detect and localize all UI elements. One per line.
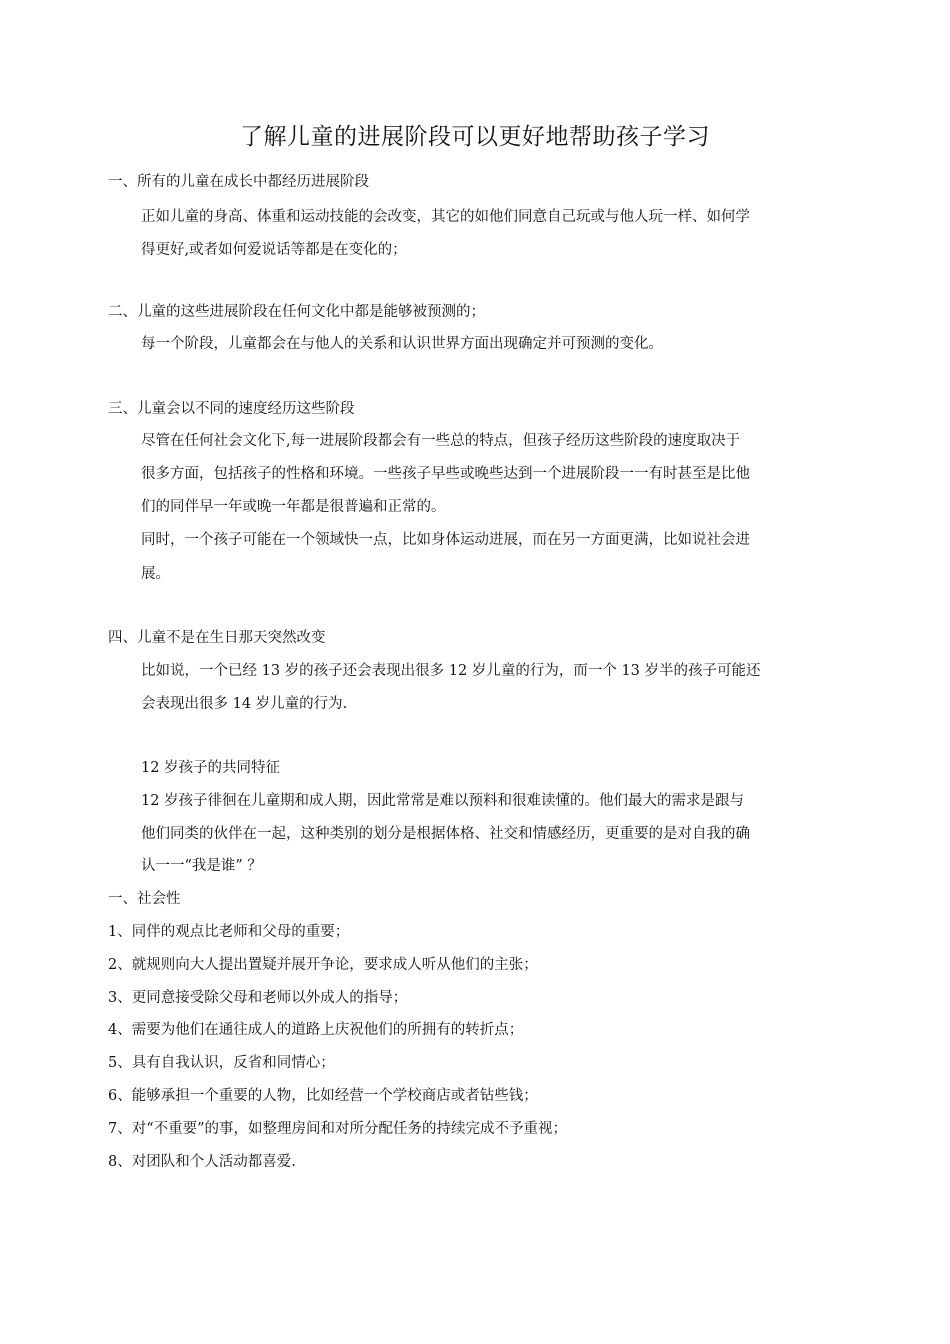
section-3-line-3: 们的同伴早一年或晚一年都是很普遍和正常的。 (141, 499, 446, 515)
section-heading-3: 三、儿童会以不同的速度经历这些阶段 (108, 401, 355, 417)
section-3-line-5: 展。 (141, 566, 170, 582)
section-4-line-1: 比如说，一个已经 13 岁的孩子还会表现出很多 12 岁儿童的行为，而一个 13 岁半的孩子可能还 (141, 663, 761, 679)
section-heading-1: 一、所有的儿童在成长中都经历进展阶段 (108, 174, 369, 190)
traits-line-3: 认一一“我是谁” ？ (141, 858, 262, 874)
section-heading-4: 四、儿童不是在生日那天突然改变 (108, 630, 326, 646)
traits-line-1: 12 岁孩子徘徊在儿童期和成人期，因此常常是难以预料和很难读懂的。他们最大的需求是跟与 (141, 793, 745, 809)
traits-line-2: 他们同类的伙伴在一起，这种类别的划分是根据体格、社交和情感经历，更重要的是对自我的确 (141, 826, 750, 842)
social-item-1: 1、同伴的观点比老师和父母的重要； (108, 924, 350, 940)
social-item-4: 4、需要为他们在通往成人的道路上庆祝他们的所拥有的转折点； (108, 1022, 524, 1038)
section-3-line-1: 尽管在任何社会文化下,每一进展阶段都会有一些总的特点，但孩子经历这些阶段的速度取决于 (141, 433, 741, 449)
social-heading: 一、社会性 (108, 891, 181, 907)
social-item-7: 7、对“不重要”的事，如整理房间和对所分配任务的持续完成不予重视； (108, 1121, 568, 1137)
section-1-line-1: 正如儿童的身高、体重和运动技能的会改变，其它的如他们同意自己玩或与他人玩一样、如何学 (141, 209, 750, 225)
section-4-line-2: 会表现出很多 14 岁儿童的行为. (141, 696, 348, 712)
social-item-2: 2、就规则向大人提出置疑并展开争论，要求成人听从他们的主张； (108, 957, 538, 973)
section-3-line-4: 同时，一个孩子可能在一个领域快一点，比如身体运动进展，而在另一方面更满，比如说社会进 (141, 532, 750, 548)
section-2-line-1: 每一个阶段，儿童都会在与他人的关系和认识世界方面出现确定并可预测的变化。 (141, 336, 663, 352)
section-3-line-2: 很多方面，包括孩子的性格和环境。一些孩子早些或晚些达到一个进展阶段一一有时甚至是比他 (141, 466, 750, 482)
social-item-3: 3、更同意接受除父母和老师以外成人的指导； (108, 990, 408, 1006)
section-heading-2: 二、儿童的这些进展阶段在任何文化中都是能够被预测的； (108, 304, 485, 320)
social-item-8: 8、对团队和个人活动都喜爱. (108, 1154, 296, 1170)
section-1-line-2: 得更好,或者如何爱说话等都是在变化的； (141, 242, 407, 258)
traits-heading: 12 岁孩子的共同特征 (141, 760, 281, 776)
social-item-5: 5、具有自我认识，反省和同情心； (108, 1055, 335, 1071)
social-item-6: 6、能够承担一个重要的人物，比如经营一个学校商店或者钻些钱； (108, 1088, 538, 1104)
document-title: 了解儿童的进展阶段可以更好地帮助孩子学习 (240, 124, 710, 150)
